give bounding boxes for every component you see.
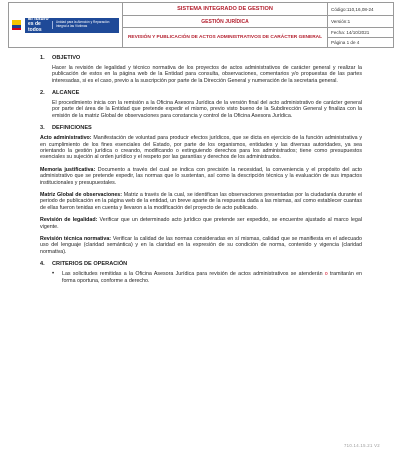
definition-term: Acto administrativo: (40, 135, 92, 142)
entity-logo (25, 15, 119, 33)
criteria-text (62, 271, 362, 284)
definition-text: Matriz a través de la cual, se identifican las observaciones presentadas por la ciudadanía durante el periodo de publicación en la página web de la entidad, un breve aparte de la respuesta dada a las mismas, así como establecer cuantas de ellas fueron tenidas en cuenta y llevaron a la modificación del proyecto de acto publicado. (40, 192, 362, 211)
logo-sub-text: Unidad para la Atención y Reparación Integral a las Víctimas (52, 21, 116, 28)
section-heading-definiciones (40, 125, 362, 131)
section-title: DEFINICIONES (52, 125, 92, 132)
section-number: 1. (40, 55, 45, 61)
definition-item (40, 236, 362, 255)
section-title: ALCANCE (52, 90, 80, 97)
criteria-text-part: tramitarán en forma oportuna, conforme a derecho. (62, 271, 362, 284)
section-number: 2. (40, 90, 45, 97)
definition-item (40, 167, 362, 186)
definition-term: Revisión de legalidad: (40, 217, 98, 224)
document-body (40, 55, 362, 284)
criteria-text-part: Las solicitudes remitidas a la Oficina Asesora Jurídica para revisión de actos administrativos se atenderán (62, 271, 325, 278)
logo-cell (9, 3, 123, 48)
bullet-icon: • (52, 271, 55, 278)
criteria-list-item (52, 271, 362, 284)
document-header (8, 2, 394, 48)
definition-text: Manifestación de voluntad para producir efectos jurídicos, que se dicta en ejercicio de la función administrativa y en cumplimiento de los fines esenciales del Estado, por parte de los organismos, entidades y las diversas autoridades, ya sea orientando la gestión jurídica o creando, modificando o extinguiendo derechos para los administrados; tiene como presupuestos esenciales su sujeción al orden jurídico y el respeto por las garantías y derechos de los administrados. (40, 135, 362, 161)
page-number: Página 1 de 4 (328, 38, 394, 48)
document-date: Fecha: 14/10/2021 (328, 28, 394, 38)
definition-text: Verificar la calidad de las normas consideradas en sí mismas, calidad que se manifiesta en el adecuado uso del lenguaje (claridad semántica) y en la claridad en la expresión de su condición de norma, contenido y vigencia (claridad normativa). (40, 236, 362, 255)
section-title: OBJETIVO (52, 55, 81, 61)
system-title: SISTEMA INTEGRADO DE GESTION (123, 3, 328, 16)
process-area: GESTIÓN JURÍDICA (123, 16, 328, 28)
document-title: REVISIÓN Y PUBLICACIÓN DE ACTOS ADMINISTRATIVOS DE CARÁCTER GENERAL (123, 28, 328, 48)
definition-item (40, 192, 362, 211)
logo-main-text: El futuro es de todos (28, 15, 49, 33)
section-paragraph-objetivo: Hacer la revisión de legalidad y técnico normativa de los proyectos de actos administrativos de carácter general y realizar la publicación de estos en la página web de la Entidad para consulta, observaciones, comentarios y/o propuestas de las partes interesadas, si es el caso, previo a la suscripción por parte de la Dirección General y numeración de la secretaria general. (52, 64, 362, 84)
document-code: Código:110,16,08-24 (328, 3, 394, 16)
section-heading-criterios (40, 261, 362, 267)
definition-text: Documento a través del cual se indica con precisión la necesidad, la conveniencia y el propósito del acto administrativo que se pretende expedir, las normas que lo sustentan, así como la descripción técnica y la evaluación de sus impactos institucionales y presupuestales. (40, 166, 362, 186)
definition-text: Verificar que un determinado acto jurídico que pretende ser expedido, se encuentre ajustado al marco legal vigente. (40, 217, 362, 230)
definition-term: Matriz Global de observaciones: (40, 192, 123, 198)
section-heading-alcance (40, 90, 362, 96)
colombia-flag-shield-icon (12, 20, 21, 31)
section-number: 3. (40, 125, 45, 132)
document-version: Versión:1 (328, 16, 394, 28)
footer-stamp: 710.14.15.21 V2 (343, 443, 380, 448)
section-paragraph-alcance: El procedimiento inicia con la remisión a la Oficina Asesora Jurídica de la versión final del acto administrativo de carácter general por parte del área de la Entidad que pretende expedir el mismo, previo visto bueno de la Subdirección General y finaliza con la emisión de la matriz Global de observaciones para constancia y control de la Oficina Asesora Jurídica. (52, 100, 362, 119)
definition-item (40, 217, 362, 230)
definition-item (40, 135, 362, 161)
definition-term: Revisión técnica normativa: (40, 236, 112, 243)
section-title: CRITERIOS DE OPERACIÓN (52, 261, 128, 268)
definition-term: Memoria justificativa: (40, 166, 96, 173)
spellcheck-flagged-word: o (324, 271, 328, 278)
section-number: 4. (40, 261, 45, 268)
section-heading-objetivo (40, 55, 362, 61)
